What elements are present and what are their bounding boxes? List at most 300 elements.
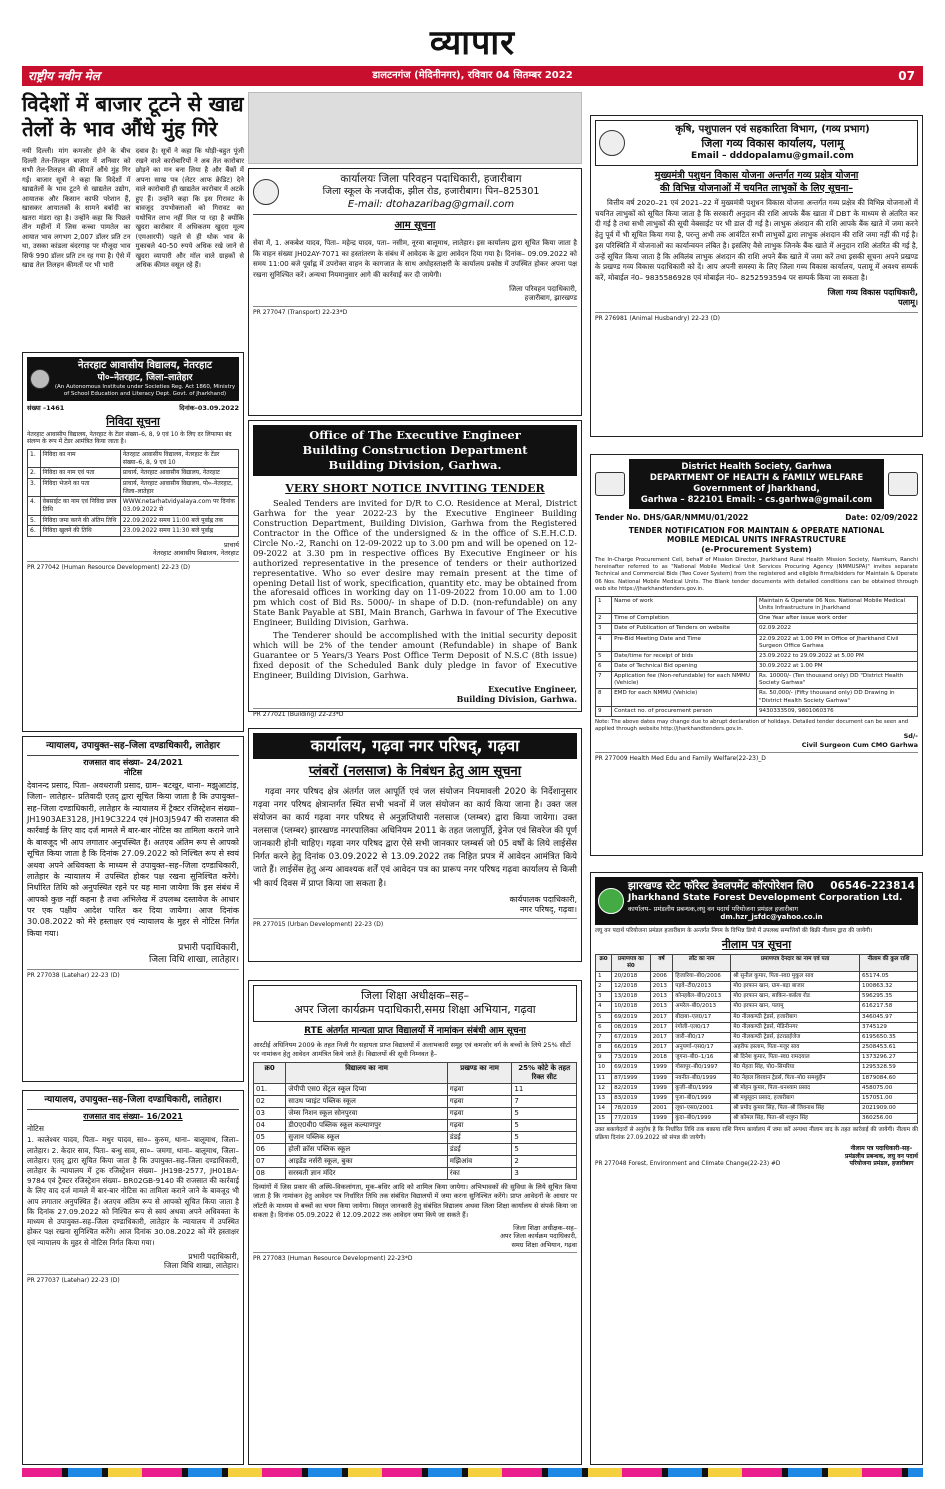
- notice-body: वित्तीय वर्ष 2020–21 एवं 2021–22 में मुख्यमंत्री पशुधन विकास योजना अन्तर्गत गव्य प्रक्षेत्र की विभिन्न योजनाओं में चयनित लाभुकों को सूचित किया जाता है कि सरकारी अनुदान की राशि आपके बैंक खाता में DBT के माध्यम से अंतरित कर दी गई है तथा सभी लाभुकों की सूची वेबसाईट पर भी डाल दी गई है। लाभुक अंशदान की राशि आपके बैंक खाते में जमा करने हेतु पूर्व में भी सूचित किया गया है, परन्तु अभी तक आवंटित सभी लाभुकों द्वारा लाभुक अंशदान की राशि जमा नहीं की गई है। इस परिस्थिति में योजनाओं का कार्यान्वयन लंबित है। इसलिए वैसे लाभुक जिनके बैंक खाते में अनुदान राशि अंतरित की गई है, उन्हें सूचित किया जाता है कि अविलंब लाभुक अंशदान की राशि अपने बैंक खाते में जमा करें तथा इसकी सूचना अपने प्रखण्ड के प्रखण्ड गव्य विकास पदाधिकारी को दें। आप अपनी समस्या के लिए जिला गव्य विकास कार्यालय, पलामू में अवश्य सम्पर्क करें, मोबाईल नं0– 9835586928 एवं मोबाईल नं0– 8252593594 पर सम्पर्क किया जा सकता है।: [595, 197, 918, 283]
- table-cell: 616217.58: [860, 1002, 918, 1012]
- table-cell: नवनीत–बी0/1999: [673, 1073, 731, 1083]
- nhm-logo-icon: [888, 472, 918, 496]
- table-cell: 83/2019: [612, 1093, 651, 1103]
- table-cell: 1295328.59: [860, 1063, 918, 1073]
- notice-heading: निविदा सूचना: [106, 414, 160, 428]
- table-cell: निविदा जमा करने की अंतिम तिथि: [40, 515, 120, 526]
- table-cell: 8: [596, 1043, 612, 1053]
- table-cell: 3: [512, 1167, 577, 1179]
- table-cell: 1: [596, 972, 612, 982]
- jharkhand-logo-icon: [595, 472, 625, 496]
- office-address: जिला स्कूल के नजदीक, झील रोड, हजारीबाग। पिन–825301: [322, 186, 540, 198]
- table-cell: 30.09.2022 at 1.00 PM: [756, 662, 917, 672]
- pr-number: PR 277083 (Human Resource Development) 22-23*D: [253, 1252, 577, 1263]
- notice-heading: मुख्यमंत्री पशुधन विकास योजना अन्तर्गत गव्य प्रक्षेत्र योजना: [654, 170, 859, 182]
- notice-intro: आरटीई अधिनियम 2009 के तहत निजी गैर सहायता प्राप्त विद्यालयों में अलाभकारी समूह एवं कमजोर वर्ग के बच्चों के लिये 25% सीटों पर नामांकन हेतु आवेदन आमंत्रित किये जाते हैं। विद्यालयों की सूची निम्नवत है–: [253, 1041, 571, 1059]
- table-cell: 2017: [650, 1043, 673, 1053]
- tender-date: Date: 02/09/2022: [845, 513, 918, 523]
- table-cell: 69/2019: [612, 1012, 651, 1022]
- notice-body: सेवा में, 1. अकबेश यादव, पिता– महेन्द्र यादव, पता– नसीम, नूरवा बालूमाथ, लातेहार। इस कार्यालय द्वारा सूचित किया जाता है कि वाहन संख्या JH02AY-7071 का हस्तांतरण के संबंध में आवेदक के द्वारा आवेदन दिया गया है। दिनांक– 09.09.2022 को समय 11:00 बजे पूर्वाह्न में उपरोक्त वाहन के कागजात के साथ अधोहस्ताक्षरी के कार्यालय प्रकोष्ठ में उपस्थित होकर अपना पक्ष रखना सुनिश्चित करें। अन्यथा नियमानुसार आगे की कार्रवाई कर दी जायेगी।: [253, 239, 577, 279]
- office-email: Email – dddopalamu@gmail.com: [691, 150, 854, 161]
- netarhat-tender-ad: [22, 352, 244, 732]
- notice-heading: RTE अंतर्गत मान्यता प्राप्त विद्यालयों में नामांकन संबंधी आम सूचना: [304, 1025, 526, 1036]
- notice-intro: लघु वन पदार्थ परियोजना प्रमंडल हजारीबाग के अन्तर्गत निगम के विभिन्न डिपो में उपलब्ध सम्पत्तियों की बिक्री नीलाम द्वारा की जायेगी।: [595, 928, 873, 935]
- footer-color-strip: [22, 1468, 923, 1477]
- table-cell: 3.: [28, 479, 41, 497]
- section-title: व्यापार: [429, 23, 516, 63]
- table-cell: 22.09.2022 समय 11:00 बजे पूर्वाह्न तक: [120, 515, 238, 526]
- table-cell: 01.: [254, 1084, 286, 1096]
- table-cell: 78/2019: [612, 1104, 651, 1114]
- table-row: [596, 1012, 918, 1022]
- table-row: [596, 1032, 918, 1042]
- table-cell: मझिआंव: [447, 1155, 512, 1167]
- table-cell: निविदा का नाम: [40, 450, 120, 468]
- table-cell: निविदा भेजने का पता: [40, 479, 120, 497]
- table-cell: साउथ प्वाइंट पब्लिक स्कूल: [286, 1096, 448, 1108]
- ad-address: Garhwa – 822101 Email: - cs.garhwa@gmail.com: [640, 495, 873, 506]
- ad-title: जिला शिक्षा अधीक्षक–सह–: [360, 989, 469, 1002]
- column-header: क्र0: [254, 1063, 286, 1084]
- news-column-2: दबाव है। सूत्रों ने कहा कि थोड़ी-बहुत पूंजी रखने वाले कारोबारियों ने अब तेल कारोबार छोड़ने का मन बना लिया है और बैंकों में अपना साख पत्र (लेटर आफ क्रेडिट) देने वाले कारोबारी ही खाद्यतेल कारोबार में अटके हुए हैं। उन्होंने कहा कि इस गिरावट के बावजूद उपभोक्ताओं को गिरावट का यथोचित लाभ नहीं मिल पा रहा है क्योंकि खुदरा कारोबार में अधिकतम खुदरा मूल्य (एमआरपी) पहले से ही थोक भाव के मुकाबले 40-50 रुपये अधिक रखे जाने से खुदरा व्यापारी और मॉल वाले ग्राहकों से अधिक कीमत वसूल रहे हैं।: [135, 147, 244, 270]
- column-header: विद्यालय का नाम: [286, 1063, 448, 1084]
- table-cell: 05: [254, 1132, 286, 1144]
- notice-intro: नेतरहाट आवासीय विद्यालय, नेतरहाट के टेंडर संख्या–6, 8, 9 एवं 10 के लिए दर लिफाफा बंद संलग्न के रूप में टेंडर आमंत्रित किया जाता है।: [27, 430, 232, 446]
- table-cell: Pre-Bid Meeting Date and Time: [612, 634, 757, 651]
- table-cell: सुजान पब्लिक स्कूल: [286, 1132, 448, 1144]
- table-cell: 66/2019: [612, 1043, 651, 1053]
- notice-subheading: की विभिन्न योजनाओं में चयनित लाभुकों के लिए सूचना–: [659, 182, 854, 194]
- signatory: प्राचार्य नेतरहाट आवासीय विद्यालय, नेतरहाट: [152, 541, 239, 558]
- table-row: [28, 497, 239, 515]
- notice-body: देवानन्द प्रसाद, पिता– अवधराजी प्रसाद, ग्राम– बटखुर, थाना– मझुआटांड़, जिला– लातेहार– प्रतिवादी एतद् द्वारा सूचित किया जाता है कि उपायुक्त–सह–जिला दण्डाधिकारी, लातेहार के न्यायालय में ट्रैक्टर रजिस्ट्रेशन संख्या– JH1903AE3128, JH19C3224 एवं JH03J5947 की राजसात की कार्रवाई के लिए वाद दर्ज मामले में बार-बार नोटिस का तामिला कराने जाने के बावजूद भी आप लगातार अनुपस्थित हैं। अतएव अंतिम रूप से आपको सूचित किया जाता है कि दिनांक 27.09.2022 को निश्चित रूप से स्वयं अथवा अपने अधिवक्ता के माध्यम से उपायुक्त–सह–जिला दण्डाधिकारी, लातेहार के न्यायालय में उपस्थित होकर पक्ष रखना सुनिश्चित करेंगे। निर्धारित तिथि को अनुपस्थित रहने पर यह माना जायेगा कि इस संबंध में आपको कुछ नहीं कहना है तथा अभिलेख में उपलब्ध दस्तावेज के आधार पर एक पक्षीय आदेश पारित कर दिया जायेगा। आज दिनांक 30.08.2022 को मेरे हस्ताक्षर एवं न्यायालय के मुहर से नोटिस निर्गत किया गया।: [27, 780, 239, 938]
- table-cell: डंडई: [447, 1143, 512, 1155]
- table-row: [596, 1063, 918, 1073]
- notice-body: गढ़वा नगर परिषद क्षेत्र अंतर्गत जल आपूर्ति एवं जल संयोजन नियमावली 2020 के निर्देशानुसार गढ़वा नगर परिषद क्षेत्रान्तर्गत स्थित सभी भवनों में जल संयोजन का कार्य किया जाना है। उक्त जल संयोजन का कार्य गढ़वा नगर परिषद से अनुज्ञप्तिधारी नलसाज (प्लम्बर) द्वारा किया जायेगा। उक्त नलसाज (प्लम्बर) झारखण्ड नगरपालिका अधिनियम 2011 के तहत जलापूर्ति, ड्रेनेज एवं सिवरेज की पूर्ण जानकारी होनी चाहिए। गढ़वा नगर परिषद द्वारा ऐसे सभी जानकार प्लम्बर्स जो 05 वर्षों के लिये लाईसेंस निर्गत करने हेतु दिनांक 03.09.2022 से 13.09.2022 तक निहित प्रपत्र में आवेदन आमंत्रित किये जाते हैं। लाईसेंस हेतु अन्य आवश्यक शर्तें एवं आवेदन पत्र का प्रारूप नगर परिषद गढ़वा कार्यालय से किसी भी कार्य दिवस में प्राप्त किया जा सकता है।: [253, 787, 577, 889]
- table-row: [254, 1132, 577, 1144]
- table-cell: 458075.00: [860, 1083, 918, 1093]
- ad-subtitle: पो०–नेतरहाट, जिला–लातेहार: [97, 372, 193, 383]
- table-cell: प्राचार्य, नेतरहाट आवासीय विद्यालय, पो०–नेतरहाट, जिला–लातेहार: [120, 479, 238, 497]
- ad-subtitle: Building Construction Department: [302, 442, 528, 457]
- table-cell: 2017: [650, 1012, 673, 1022]
- table-cell: EMD for each NMMU (Vehicle): [612, 689, 757, 706]
- table-cell: श्री मधुसूदन प्रसाद, हजारीबाग: [731, 1093, 860, 1103]
- notice-intro: The In-Charge Procurement Cell, behalf of Mission Director, Jharkhand Rural Health Mission Society, Namkum, Ranchi hereinafter referred to as "National Mobile Medical Unit Services Procuring Agency (NMMUSPA)" invites separate Technical and Commercial Bids (Two Cover System) from the registered and eligible firms/bidders for Maintain & Operate 06 Nos. National Mobile Medical Units. The Blank tender documents with detailed conditions can be obtained through web site https://jharkhandtenders.gov.in.: [595, 557, 918, 592]
- table-row: [596, 662, 918, 672]
- table-row: [596, 634, 918, 651]
- table-cell: जेपीपी एस0 सेंट्रल स्कूल दिप्वा: [286, 1084, 448, 1096]
- school-logo-icon: [30, 369, 50, 389]
- table-cell: 11: [596, 1073, 612, 1083]
- table-cell: 4.: [28, 497, 41, 515]
- table-cell: 2013: [650, 1002, 673, 1012]
- news-story: [22, 92, 244, 352]
- table-cell: 1373296.27: [860, 1053, 918, 1063]
- table-cell: श्री दिनेश कुमार, पिता–स्व0 रामदयाल: [731, 1053, 860, 1063]
- rte-admission-notice: [248, 980, 582, 1465]
- latehar-notice-16: [22, 1090, 244, 1465]
- table-header-row: [596, 954, 918, 971]
- table-cell: मे0 मेहता सिंह, पो0–सिमरिया: [731, 1063, 860, 1073]
- table-cell: रंगोली–एल0/17: [673, 1022, 731, 1032]
- table-cell: 11: [512, 1084, 577, 1096]
- table-row: [596, 651, 918, 661]
- table-cell: 02: [254, 1096, 286, 1108]
- ad-english-subtitle: (An Autonomous Institute under Societies Reg. Act 1860, Ministry of School Education and Literacy Dept. Govt. of Jharkhand): [54, 384, 236, 398]
- table-cell: 1879084.60: [860, 1073, 918, 1083]
- news-headline: विदेशों में बाजार टूटने से खाद्य तेलों के भाव औंधे मुंह गिरे: [22, 92, 244, 141]
- table-row: [596, 1083, 918, 1093]
- table-cell: डी0ए0वी0 पब्लिक स्कूल कल्याणपुर: [286, 1120, 448, 1132]
- table-cell: 67/2019: [612, 1032, 651, 1042]
- notice-body: दिव्यांगों में जिस प्रकार की अस्थि–विकलांगता, मूक–बधिर आदि को शामिल किया जायेगा। अभिभावकों की सुविधा के लिये सूचित किया जाता है कि नामांकन हेतु आवेदन पत्र निर्धारित तिथि तक संबंधित विद्यालयों में जमा करना सुनिश्चित करेंगे। प्राप्त आवेदनों के आधार पर लॉटरी के माध्यम से बच्चों का चयन किया जायेगा। विस्तृत जानकारी हेतु संबंधित विद्यालय अथवा जिला शिक्षा कार्यालय से संपर्क किया जा सकता है। दिनांक 05.09.2022 से 12.09.2022 तक आवेदन जमा किये जा सकते हैं।: [253, 1182, 577, 1220]
- table-cell: 1: [596, 596, 612, 613]
- table-cell: 04: [254, 1120, 286, 1132]
- table-cell: Rs. 10000/- (Ten thousand only) DD "District Health Society Garhwa": [756, 672, 917, 689]
- table-cell: 12/2018: [612, 982, 651, 992]
- table-row: [596, 596, 918, 613]
- table-cell: मो0 इरफान खान, ग्राम–बड़ा बाजार: [731, 982, 860, 992]
- table-cell: 23.09.2022 समय 11:30 बजे पूर्वाह्न: [120, 526, 238, 537]
- table-cell: 1999: [650, 1073, 673, 1083]
- table-row: [28, 479, 239, 497]
- jsfdc-logo-icon: [598, 888, 624, 914]
- dateline: डालटनगंज (मेदिनीनगर), रविवार 04 सितम्बर 2022: [372, 70, 573, 81]
- table-cell: 2017: [650, 1022, 673, 1032]
- table-row: [596, 1093, 918, 1103]
- table-cell: Rs. 50,000/- (Fifty thousand only) DD Drawing in "District Health Society Garhwa": [756, 689, 917, 706]
- table-cell: Time of Completion: [612, 614, 757, 624]
- table-cell: 100863.32: [860, 982, 918, 992]
- pr-number: PR 277009 Health Med Edu and Family Welfare(22-23)_D: [595, 752, 918, 763]
- table-row: [596, 1002, 918, 1012]
- page-number: 07: [898, 69, 915, 83]
- case-number: राजसात वाद संख्या– 16/2021: [83, 1111, 183, 1121]
- table-row: [254, 1084, 577, 1096]
- table-cell: 2: [596, 614, 612, 624]
- ad-title: न्यायालय, उपायुक्त–सह–जिला दण्डाधिकारी, लातेहार।: [27, 1095, 239, 1110]
- notice-date: दिनांक–03.09.2022: [179, 404, 239, 413]
- tender-table: [27, 449, 239, 537]
- table-cell: 2006: [650, 972, 673, 982]
- table-cell: 2: [512, 1155, 577, 1167]
- table-cell: Date of Technical Bid opening: [612, 662, 757, 672]
- table-cell: 5: [512, 1132, 577, 1144]
- column-header: वर्ष: [650, 954, 673, 971]
- table-cell: जेम्स निशन स्कूल सोनपुरवा: [286, 1108, 448, 1120]
- table-cell: 9: [596, 706, 612, 716]
- table-cell: 14: [596, 1104, 612, 1114]
- notice-heading: नोटिस: [27, 1123, 44, 1133]
- notice-heading: आम सूचना: [394, 220, 436, 232]
- notice-subheading: MOBILE MEDICAL UNITS INFRASTRUCTURE: [666, 535, 847, 545]
- auction-table: [595, 954, 918, 1125]
- table-cell: 3: [596, 624, 612, 634]
- table-cell: 10: [596, 1063, 612, 1073]
- govt-emblem-icon: [599, 130, 625, 156]
- table-cell: Date of Publication of Tenders on website: [612, 624, 757, 634]
- table-cell: Contact no. of procurement person: [612, 706, 757, 716]
- signatory: जिला शिक्षा अधीक्षक–सह– अपर जिला कार्यक्रम पदाधिकारी, समग्र शिक्षा अभियान, गढ़वा: [499, 1224, 577, 1249]
- table-row: [254, 1167, 577, 1179]
- signatory: Sd/- Civil Surgeon Cum CMO Garhwa: [801, 732, 918, 749]
- table-cell: मो0 इरफान खान, साकिन–कर्बला रोड: [731, 992, 860, 1002]
- pr-number: PR 277037 (Latehar) 22-23 (D): [27, 1274, 239, 1285]
- column-header: प्रखण्ड का नाम: [447, 1063, 512, 1084]
- table-cell: 07: [254, 1155, 286, 1167]
- table-row: [596, 1053, 918, 1063]
- ad-title: कार्यालय, गढ़वा नगर परिषद्, गढ़वा: [253, 733, 577, 759]
- tender-note: Note: The above dates may change due to abrupt declaration of holidays. Detailed tender document can be seen and applied through website http://jharkhandtenders.gov.in.: [595, 718, 909, 732]
- table-cell: प्राचार्य, नेतरहाट आवासीय विद्यालय, नेतरहाट: [120, 468, 238, 479]
- table-cell: Date/time for receipt of bids: [612, 651, 757, 661]
- table-cell: 13: [596, 1093, 612, 1103]
- table-row: [596, 1043, 918, 1053]
- table-cell: 87/1999: [612, 1073, 651, 1083]
- signatory: जिला गव्य विकास पदाधिकारी, पलामू।: [827, 288, 918, 308]
- table-cell: होली क्रॉस पब्लिक स्कूल: [286, 1143, 448, 1155]
- table-cell: श्री मोहन कुमार, पिता–धनश्याम प्रसाद: [731, 1083, 860, 1093]
- table-cell: गढ़वा: [447, 1096, 512, 1108]
- table-cell: 5.: [28, 515, 41, 526]
- tender-number: Tender No. DHS/GAR/NMMU/01/2022: [595, 513, 749, 523]
- table-row: [596, 972, 918, 982]
- table-cell: कोनहबैल–बी0/2013: [673, 992, 731, 1002]
- table-cell: 08: [254, 1167, 286, 1179]
- column-header: नीलाम की कुल राशि: [860, 954, 918, 971]
- table-cell: गढ़वा: [447, 1108, 512, 1120]
- office-name: कार्यालय– प्रमंडलीय प्रबन्धक,लघु वन पदार्थ परियोजना प्रमंडल हजारीबाग: [628, 904, 799, 913]
- table-row: [596, 1073, 918, 1083]
- signatory: प्रभारी पदाधिकारी, जिला विधि शाखा, लातेहार।: [164, 1251, 239, 1271]
- table-cell: 22.09.2022 at 1.00 PM in Office of Jharkhand Civil Surgeon Office Garhwa: [756, 634, 917, 651]
- procurement-system: (e-Procurement System): [701, 544, 812, 554]
- table-cell: 12: [596, 1083, 612, 1093]
- table-row: [596, 1022, 918, 1032]
- ad-title: नेतरहाट आवासीय विद्यालय, नेतरहाट: [78, 360, 212, 371]
- signatory: प्रभारी पदाधिकारी, जिला विधि शाखा, लातेहार।: [149, 943, 239, 965]
- table-cell: गढ़वा: [447, 1120, 512, 1132]
- table-row: [254, 1096, 577, 1108]
- table-cell: 1.: [28, 450, 41, 468]
- page-header-bar: [22, 66, 923, 86]
- office-email: E-mail: dtohazaribag@gmail.com: [347, 198, 515, 210]
- table-cell: श्री सुनील कुमार, पिता–स्व0 मुकुल साव: [731, 972, 860, 982]
- table-cell: 03: [254, 1108, 286, 1120]
- table-cell: 7: [512, 1096, 577, 1108]
- table-cell: कुंदा–बी0/1999: [673, 1114, 731, 1124]
- table-cell: 2508453.61: [860, 1043, 918, 1053]
- table-cell: लूधा–एस0/2001: [673, 1104, 731, 1114]
- table-cell: 5: [596, 651, 612, 661]
- notice-footer: उक्त बकायेदारों से अनुरोध है कि निर्धारित तिथि तक बकाया राशि निगम कार्यालय में जमा करें अन्यथा नीलाम वाद के तहत कार्रवाई की जायेगी। नीलाम की प्रक्रिया दिनांक 27.09.2022 को संपन्न की जायेगी।: [595, 1127, 918, 1142]
- table-cell: 596295.35: [860, 992, 918, 1002]
- table-cell: 5: [512, 1108, 577, 1120]
- notice-body: 1. कालेश्वर यादव, पिता– मथुर यादव, सा०– कुरुम, थाना– बालूमाथ, जिला– लातेहार। 2. केदार साव, पिता– बन्धु साव, सा०– जमगा, थाना– बालूमाथ, जिला– लातेहार। एतद् द्वारा सूचित किया जाता है कि उपायुक्त–सह–जिला दण्डाधिकारी, लातेहार के न्यायालय में ट्रक रजिस्ट्रेशन संख्या– JH19B-2577, JH01BA-9784 एवं ट्रैक्टर रजिस्ट्रेशन संख्या– BR02GB-9140 की राजसात की कार्रवाई के लिए वाद दर्ज मामले में बार-बार नोटिस का तामिला कराने जाने के बावजूद भी आप लगातार अनुपस्थित हैं। अतएव अंतिम रूप से आपको सूचित किया जाता है कि दिनांक 27.09.2022 को निश्चित रूप से स्वयं अथवा अपने अधिवक्ता के माध्यम से उपायुक्त–सह–जिला दण्डाधिकारी, लातेहार के न्यायालय में उपस्थित होकर पक्ष रखना सुनिश्चित करेंगे। आज दिनांक 30.08.2022 को मेरे हस्ताक्षर एवं न्यायालय के मुहर से नोटिस निर्गत किया गया।: [27, 1135, 239, 1247]
- table-cell: मो0 इरफान खान, पलामू: [731, 1002, 860, 1012]
- column-header: लॉट का नाम: [673, 954, 731, 971]
- table-cell: गोसापुर–बी0/1997: [673, 1063, 731, 1073]
- column-header: प्रमाणपत्र देनदार का नाम एवं पता: [731, 954, 860, 971]
- table-row: [254, 1143, 577, 1155]
- table-row: [28, 515, 239, 526]
- ad-title: कृषि, पशुपालन एवं सहकारिता विभाग, (गव्य प्रभाग): [675, 124, 870, 135]
- table-row: [596, 672, 918, 689]
- table-cell: Maintain & Operate 06 Nos. National Mobile Medical Units Infrastructure in Jharkhand: [756, 596, 917, 613]
- garhwa-building-tender: [248, 420, 582, 718]
- ad-subtitle: Jharkhand State Forest Development Corporation Ltd.: [628, 893, 903, 904]
- table-cell: 1999: [650, 1093, 673, 1103]
- table-cell: जुगना–बी0–1/16: [673, 1053, 731, 1063]
- table-cell: आइडेंड नर्सरी स्कूल, बुका: [286, 1155, 448, 1167]
- column-header: क्र0: [596, 954, 612, 971]
- table-cell: 2013: [650, 992, 673, 1002]
- table-cell: 1999: [650, 1063, 673, 1073]
- news-column-1: नयी दिल्ली। मांग कमजोर होने के बीच दिल्ली तेल-तिलहन बाजार में शनिवार को सभी तेल-तिलहन की कीमतें औंधे मुंह गिर गईं। बाजार सूत्रों ने कहा कि विदेशों में खाद्यतेलों के भाव टूटने से खाद्यतेल उद्योग, आयातक और किसान काफी परेशान हैं, खासकर आयातकों के सामने बर्बादी का खतरा मंडरा रहा है। उन्होंने कहा कि पिछले तीन महीनों में जिस कच्चा पामतेल का आयात भाव लगभग 2,007 डॉलर प्रति टन था, उसका कांडला बंदरगाह पर मौजूदा भाव सिर्फ 990 डॉलर प्रति टन रह गया है। ऐसे में खाद्य तेल तिलहन कीमतों पर भी भारी: [22, 147, 131, 270]
- table-row: [596, 992, 918, 1002]
- table-row: [28, 450, 239, 468]
- table-row: [596, 1114, 918, 1124]
- table-cell: 5: [596, 1012, 612, 1022]
- table-cell: मे0 नेहाल शिरवान ट्रेडर्स, पिता–मो0 समशुद्दीन: [731, 1073, 860, 1083]
- ad-title: झारखण्ड स्टेट फॉरेस्ट डेवलपमेंट कॉरपोरेशन लि0: [628, 880, 814, 892]
- table-cell: 9430333509, 9801060376: [756, 706, 917, 716]
- table-cell: 08/2019: [612, 1022, 651, 1032]
- pr-number: PR 277047 (Transport) 22-23*D: [253, 306, 577, 317]
- table-cell: Name of work: [612, 596, 757, 613]
- table-cell: रंका: [447, 1167, 512, 1179]
- notice-heading: VERY SHORT NOTICE INVITING TENDER: [285, 481, 545, 495]
- table-cell: 13/2018: [612, 992, 651, 1002]
- table-cell: 4: [596, 634, 612, 651]
- paper-name: राष्ट्रीय नवीन मेल: [28, 69, 100, 83]
- table-cell: वेबसाईट का नाम एवं निविदा प्रपत्र तिथि: [40, 497, 120, 515]
- table-cell: 10/2018: [612, 1002, 651, 1012]
- pr-number: PR 277042 (Human Resource Development) 22-23 (D): [27, 561, 239, 572]
- table-row: [254, 1155, 577, 1167]
- table-cell: 2018: [650, 1053, 673, 1063]
- table-cell: 157051.00: [860, 1093, 918, 1103]
- table-cell: 69/2019: [612, 1063, 651, 1073]
- table-cell: 82/2019: [612, 1083, 651, 1093]
- notice-heading: नीलाम पत्र सूचना: [721, 937, 792, 951]
- pr-number: PR 277048 Forest, Environment and Climate Change(22-23) #D: [595, 1160, 781, 1167]
- case-number: राजसात वाद संख्या– 24/2021: [83, 757, 183, 767]
- gavya-vikas-notice: [590, 115, 923, 437]
- table-cell: अमरेल–बी0/2013: [673, 1002, 731, 1012]
- table-row: [596, 982, 918, 992]
- ad-subtitle: अपर जिला कार्यक्रम पदाधिकारी,समग्र शिक्षा अभियान, गढ़वा: [294, 1003, 536, 1017]
- table-cell: 6: [596, 662, 612, 672]
- table-cell: 02.09.2022: [756, 624, 917, 634]
- notice-paragraph-1: Sealed Tenders are invited for D/R to C.O. Residence at Meral, District Garhwa for the year 2022-23 by the Executive Engineer Building Construction Department, Building Division, Garhwa from the Registered Contractor in the Office of the undersigned & in the office of S.E.H.C.D. Circle No.-2, Ranchi on 12-09-2022 up to 3.00 pm and will be opened on 12-09-2022 at 3.30 pm in respective offices By Executive Engineer or his authorized representative in the presence of tenders or their authorized representative. Who so ever desire may remain present at the time of opening Detail list of work, specification, quantity etc. may be obtained from the aforesaid offices in working day on 11-09-2022 from 10.00 am to 1.00 pm which cost of Bid Rs. 5000/- in shape of D.D. (non-refundable) on any State Bank Payable at SBI, Main Branch, Garhwa in favour of The Executive Engineer, Building Division, Garhwa.: [253, 497, 577, 628]
- table-cell: गढ़वा: [447, 1084, 512, 1096]
- pr-number: PR 276981 (Animal Husbandry) 22-23 (D): [595, 312, 918, 323]
- table-cell: 7: [596, 1032, 612, 1042]
- table-cell: 6: [596, 1022, 612, 1032]
- table-cell: 2013: [650, 982, 673, 992]
- table-cell: पूजा–बी0/1999: [673, 1093, 731, 1103]
- table-cell: निविदा का नाम एवं पता: [40, 468, 120, 479]
- table-cell: 06: [254, 1143, 286, 1155]
- table-row: [596, 1104, 918, 1114]
- table-cell: 2.: [28, 468, 41, 479]
- table-cell: बीदाबा–एल0/17: [673, 1012, 731, 1022]
- notice-heading: प्लंबरों (नलसाज) के निबंधन हेतु आम सूचना: [308, 764, 522, 780]
- office-email: dm.hzr_jsfdc@yahoo.co.in: [720, 913, 823, 922]
- hazaribag-transport-notice: [248, 168, 582, 416]
- ad-title: Office of The Executive Engineer: [309, 428, 521, 442]
- signatory: कार्यपालक पदाधिकारी, नगर परिषद्, गढ़वा।: [509, 894, 577, 914]
- office-name: कार्यालयः जिला परिवहन पदाधिकारी, हजारीबाग: [340, 173, 522, 185]
- table-cell: 77/2019: [612, 1114, 651, 1124]
- table-row: [596, 706, 918, 716]
- notice-heading: नोटिस: [123, 767, 143, 777]
- table-cell: 346045.97: [860, 1012, 918, 1022]
- table-row: [28, 468, 239, 479]
- table-row: [254, 1120, 577, 1132]
- table-row: [596, 624, 918, 634]
- pr-number: PR 277038 (Latehar) 22-23 (D): [27, 969, 239, 980]
- table-cell: Application fee (Non-refundable) for each NMMU (Vehicle): [612, 672, 757, 689]
- table-cell: 6.: [28, 526, 41, 537]
- signatory: Executive Engineer, Building Division, Garhwa.: [456, 684, 577, 705]
- table-cell: निविदा खुलने की तिथि: [40, 526, 120, 537]
- pr-number: PR 277015 (Urban Development) 22-23 (D): [253, 918, 577, 929]
- garhwa-nagar-parishad-notice: [248, 728, 582, 962]
- notice-heading: TENDER NOTIFICATION FOR MAINTAIN & OPERATE NATIONAL: [628, 525, 885, 535]
- signatory: जिला परिवहन पदाधिकारी, हजारीबाग, झारखण्ड: [509, 285, 577, 303]
- table-cell: मे0 नीलकण्ठी ट्रेडर्स, इंटरप्राईजेज: [731, 1032, 860, 1042]
- table-cell: 8: [596, 689, 612, 706]
- table-cell: हिजारिया–बी0/2006: [673, 972, 731, 982]
- phone-number: 06546-223814: [830, 880, 915, 892]
- ad-division: Building Division, Garhwa.: [328, 457, 502, 472]
- table-cell: 65174.05: [860, 972, 918, 982]
- district-health-society-tender: [590, 454, 923, 856]
- table-header-row: [254, 1063, 577, 1084]
- table-cell: 2001: [650, 1104, 673, 1114]
- notice-paragraph-2: The Tenderer should be accomplished with the initial security deposit which will be 2% of the tender amount (Refundable) in shape of Bank Guarantee or 5 Years/3 Years Post Office Term Deposit of N.S.C (8th issue) fixed deposit of the Scheduled Bank duly pledge in favor of Executive Engineer, Building Division, Garhwa.: [253, 630, 577, 681]
- table-cell: नेतरहाट आवासीय विद्यालय, नेतरहाट के टेंडर संख्या–6, 8, 9 एवं 10: [120, 450, 238, 468]
- table-row: [28, 526, 239, 537]
- ad-subtitle: DEPARTMENT OF HEALTH & FAMILY WELFARE Government of Jharkhand,: [649, 473, 864, 495]
- forest-corporation-auction: [590, 872, 923, 1465]
- table-row: [596, 614, 918, 624]
- notice-number: संख्या –1461: [27, 404, 65, 413]
- table-cell: डंडई: [447, 1132, 512, 1144]
- ad-space: [248, 92, 582, 164]
- table-cell: मे0 नीलकण्ठी ट्रेडर्स, हजारीबाग: [731, 1012, 860, 1022]
- table-cell: 7: [596, 672, 612, 689]
- masthead: [0, 0, 945, 88]
- table-cell: 6195650.35: [860, 1032, 918, 1042]
- ad-title: District Health Society, Garhwa: [681, 462, 832, 472]
- column-header: प्रमाणपत्र का सं0: [612, 954, 651, 971]
- ad-subtitle: जिला गव्य विकास कार्यालय, पलामू: [701, 136, 844, 150]
- table-cell: श्री प्रमोद कुमार सिंह, पिता–श्री जिवनाथ सिंह: [731, 1104, 860, 1114]
- signatory: नीलाम पत्र पदाधिकारी–सह– प्रमंडलीय प्रबन्धक, लघु वन पदार्थ परियोजना प्रमंडल, हजारीबाग: [844, 1144, 918, 1168]
- ad-title: न्यायालय, उपायुक्त–सह–जिला दण्डाधिकारी, लातेहार: [27, 741, 239, 756]
- table-cell: 2021909.00: [860, 1104, 918, 1114]
- table-cell: 1999: [650, 1114, 673, 1124]
- table-cell: अहरीफ इस्लाम, पिता–मजुर साव: [731, 1043, 860, 1053]
- table-cell: श्री कोमल सिंह, पिता–श्री शत्रुघ्न सिंह: [731, 1114, 860, 1124]
- table-cell: 2017: [650, 1032, 673, 1042]
- table-cell: सरस्वती ज्ञान मंदिर: [286, 1167, 448, 1179]
- table-cell: 3745129: [860, 1022, 918, 1032]
